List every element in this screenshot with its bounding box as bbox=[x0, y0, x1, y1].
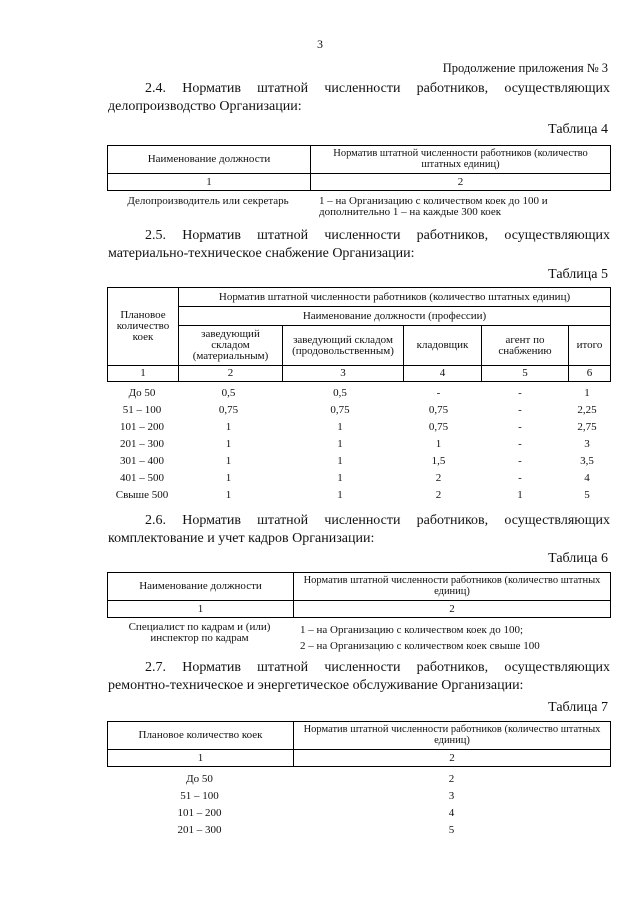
table-5-header-profession: Наименование должности (профессии) bbox=[179, 307, 611, 326]
table-cell: 1 bbox=[435, 438, 442, 450]
table-cell: - bbox=[518, 455, 522, 467]
table-5-col-header: агент по снабжению bbox=[482, 326, 569, 366]
page-number: 3 bbox=[317, 37, 323, 51]
table-6-row-position: Специалист по кадрам и (или) инспектор по кадрам bbox=[128, 621, 271, 644]
table-cell: 1 bbox=[225, 472, 232, 484]
table-7-num: 1 bbox=[108, 750, 294, 767]
section-2-6-text: 2.6. Норматив штатной численности работников, осуществляющих комплектование и учет кадров Организации: bbox=[108, 513, 610, 546]
table-cell: 1 bbox=[337, 489, 343, 501]
table-cell: 1 bbox=[337, 472, 343, 484]
appendix-continuation: Продолжение приложения № 3 bbox=[442, 61, 608, 75]
table-5-body bbox=[107, 385, 611, 504]
table-4-header-position: Наименование должности bbox=[108, 146, 311, 174]
table-7-header-beds: Плановое количество коек bbox=[108, 722, 294, 750]
table-cell: 0,5 bbox=[333, 387, 347, 399]
table-cell: 1 bbox=[584, 387, 590, 399]
section-2-5-text: 2.5. Норматив штатной численности работников, осуществляющих материально-техническое снабжение Организации: bbox=[108, 228, 610, 261]
table-cell: 1 bbox=[225, 421, 232, 433]
table-cell: - bbox=[436, 387, 441, 399]
table-6-num: 2 bbox=[294, 601, 611, 618]
table-5 bbox=[107, 287, 611, 382]
table-cell: 1 bbox=[337, 455, 343, 467]
table-5-col-header: итого bbox=[569, 326, 611, 366]
table-7 bbox=[107, 721, 611, 767]
table-5-label: Таблица 5 bbox=[548, 267, 608, 282]
table-cell: - bbox=[518, 421, 522, 433]
table-row: 201 – 300 bbox=[120, 438, 164, 450]
table-5-header-norm: Норматив штатной численности работников (количество штатных единиц) bbox=[179, 288, 611, 307]
table-5-col-header: заведующий складом (материальным) bbox=[179, 326, 283, 366]
section-2-7-text: 2.7. Норматив штатной численности работников, осуществляющих ремонтно-техническое и энергетическое обслуживание Организации: bbox=[108, 660, 610, 693]
table-cell: 2,25 bbox=[577, 404, 597, 416]
table-row: 301 – 400 bbox=[120, 455, 164, 467]
section-2-4-text: 2.4. Норматив штатной численности работников, осуществляющих делопроизводство Организации: bbox=[108, 81, 610, 114]
table-5-num: 6 bbox=[569, 366, 611, 382]
table-cell: 1 bbox=[337, 421, 343, 433]
table-row: До 50 bbox=[186, 773, 213, 785]
table-4-label: Таблица 4 bbox=[548, 122, 608, 137]
table-5-num: 5 bbox=[482, 366, 569, 382]
table-7-num: 2 bbox=[294, 750, 611, 767]
table-row: 51 – 100 bbox=[122, 404, 162, 416]
table-7-body bbox=[107, 771, 611, 839]
table-cell: 1 bbox=[225, 455, 232, 467]
table-6-num: 1 bbox=[108, 601, 294, 618]
table-cell: - bbox=[518, 472, 522, 484]
table-cell: 0,75 bbox=[218, 404, 239, 416]
table-row: Свыше 500 bbox=[115, 489, 169, 501]
table-cell: 0,75 bbox=[428, 421, 449, 433]
table-4-row-position: Делопроизводитель или секретарь bbox=[127, 195, 289, 207]
table-cell: 3,5 bbox=[580, 455, 594, 467]
table-cell: 1,5 bbox=[431, 455, 446, 467]
table-5-num: 4 bbox=[404, 366, 482, 382]
table-6-row-norm-line: 2 – на Организацию с количеством коек свыше 100 bbox=[300, 640, 540, 652]
table-4-row-norm-line: 1 – на Организацию с количеством коек до 100 и bbox=[319, 195, 548, 207]
table-cell: 0,5 bbox=[221, 387, 236, 399]
table-row: До 50 bbox=[128, 387, 156, 399]
table-cell: 5 bbox=[448, 824, 455, 836]
table-5-num: 1 bbox=[108, 366, 179, 382]
table-cell: 4 bbox=[584, 472, 590, 484]
table-cell: - bbox=[518, 404, 522, 416]
table-cell: - bbox=[518, 387, 522, 399]
table-5-col-header: кладовщик bbox=[404, 326, 482, 366]
table-5-num: 3 bbox=[283, 366, 404, 382]
table-cell: 1 bbox=[337, 438, 343, 450]
table-row: 51 – 100 bbox=[180, 790, 219, 802]
table-4-num: 2 bbox=[311, 174, 611, 191]
table-4 bbox=[107, 145, 611, 191]
table-cell: 1 bbox=[225, 489, 232, 501]
table-cell: 1 bbox=[517, 489, 523, 501]
table-cell: 2 bbox=[435, 489, 442, 501]
table-4-body bbox=[107, 196, 611, 218]
table-6-header-norm: Норматив штатной численности работников (количество штатных единиц) bbox=[294, 573, 611, 601]
table-cell: 3 bbox=[448, 790, 455, 802]
table-cell: 0,75 bbox=[330, 404, 350, 416]
table-cell: 5 bbox=[584, 489, 590, 501]
table-cell: 2,75 bbox=[577, 421, 597, 433]
table-5-col-header: заведующий складом (продовольственным) bbox=[283, 326, 404, 366]
table-4-num: 1 bbox=[108, 174, 311, 191]
table-6-row-norm-line: 1 – на Организацию с количеством коек до 100; bbox=[300, 624, 524, 636]
table-cell: 4 bbox=[448, 807, 455, 819]
table-4-header-norm: Норматив штатной численности работников (количество штатных единиц) bbox=[311, 146, 611, 174]
table-cell: 2 bbox=[435, 472, 442, 484]
table-cell: 3 bbox=[584, 438, 590, 450]
table-6-body bbox=[107, 622, 611, 654]
table-5-header-beds: Плановое количество коек bbox=[108, 288, 179, 366]
table-row: 401 – 500 bbox=[120, 472, 164, 484]
table-cell: 0,75 bbox=[428, 404, 449, 416]
table-cell: - bbox=[518, 438, 522, 450]
table-7-header-norm: Норматив штатной численности работников (количество штатных единиц) bbox=[294, 722, 611, 750]
table-row: 201 – 300 bbox=[177, 824, 222, 836]
table-7-label: Таблица 7 bbox=[548, 700, 608, 715]
table-4-row-norm-line: дополнительно 1 – на каждые 300 коек bbox=[319, 206, 502, 218]
table-6-label: Таблица 6 bbox=[548, 551, 608, 566]
table-6 bbox=[107, 572, 611, 618]
table-cell: 1 bbox=[225, 438, 232, 450]
table-row: 101 – 200 bbox=[120, 421, 164, 433]
table-cell: 2 bbox=[448, 773, 455, 785]
table-row: 101 – 200 bbox=[177, 807, 222, 819]
table-6-header-position: Наименование должности bbox=[108, 573, 294, 601]
table-5-num: 2 bbox=[179, 366, 283, 382]
